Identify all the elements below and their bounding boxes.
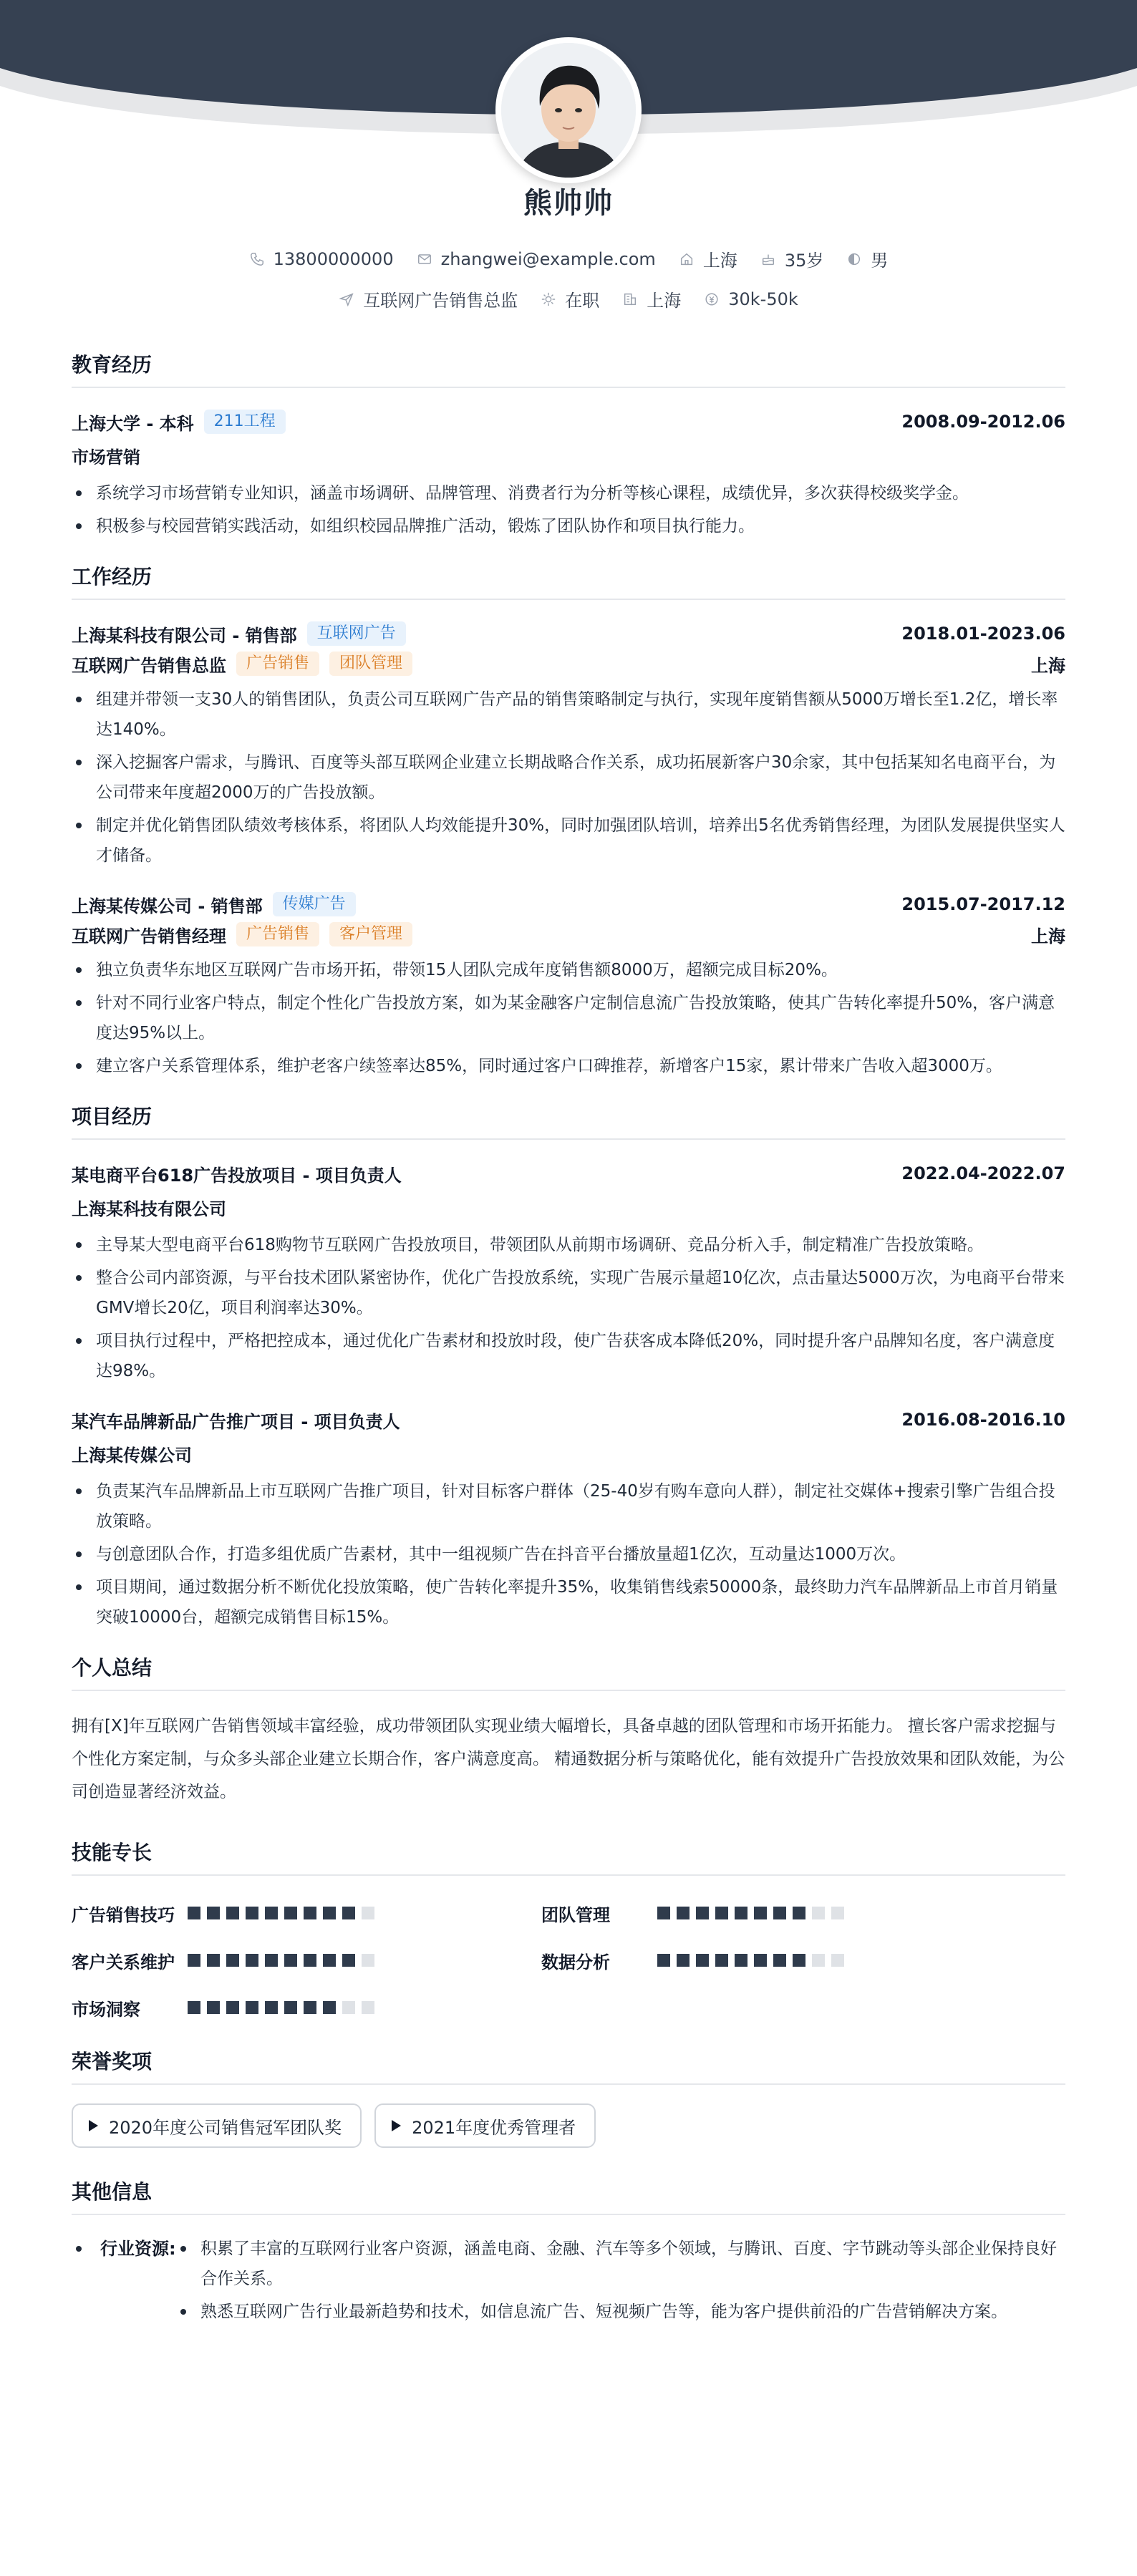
skill-block-filled xyxy=(304,1907,316,1919)
skill-name: 广告销售技巧 xyxy=(72,1904,175,1925)
skill-block-empty xyxy=(812,1954,825,1967)
send-icon xyxy=(339,291,354,307)
list-item: 建立客户关系管理体系，维护老客户续签率达85%，同时通过客户口碑推荐，新增客户15家，累计带来广告收入超3000万。 xyxy=(72,1051,1065,1081)
list-item: 制定并优化销售团队绩效考核体系，将团队人均效能提升30%，同时加强团队培训，培养出5名优秀销售经理，为团队发展提供坚实人才储备。 xyxy=(72,810,1065,871)
skill-block-filled xyxy=(207,2001,220,2014)
list-item: 负责某汽车品牌新品上市互联网广告推广项目，针对目标客户群体（25-40岁有购车意向人群），制定社交媒体+搜索引擎广告组合投放策略。 xyxy=(72,1476,1065,1536)
skill-block-empty xyxy=(342,2001,355,2014)
role-title: 互联网广告销售经理 xyxy=(72,926,226,946)
skill-block-filled xyxy=(226,2001,239,2014)
play-icon xyxy=(390,2119,402,2132)
award-label: 2020年度公司销售冠军团队奖 xyxy=(109,2117,342,2138)
skill-block-filled xyxy=(265,2001,278,2014)
skill-block-filled xyxy=(284,2001,297,2014)
skill-block-filled xyxy=(304,1954,316,1967)
skill-level-bar xyxy=(188,1907,381,1919)
award-label: 2021年度优秀管理者 xyxy=(412,2117,576,2138)
skill-block-empty xyxy=(362,2001,374,2014)
gender-icon xyxy=(846,251,862,267)
skill-block-filled xyxy=(735,1907,747,1919)
skill-level-bar xyxy=(188,1954,381,1967)
role-title: 互联网广告销售总监 xyxy=(72,655,226,676)
skill-name: 团队管理 xyxy=(541,1904,610,1925)
project-entry xyxy=(72,1405,1065,1632)
skill-block-filled xyxy=(342,1907,355,1919)
education-entry xyxy=(72,407,1065,541)
skill-block-filled xyxy=(793,1907,805,1919)
skill-block-filled xyxy=(773,1907,786,1919)
skill-item xyxy=(72,1942,541,1979)
section-title-awards: 荣誉奖项 xyxy=(72,2046,1065,2085)
skill-item xyxy=(541,1942,1011,1979)
other-label-wrap xyxy=(72,2234,176,2330)
school-name: 上海大学 - 本科 xyxy=(72,413,194,434)
gender-item xyxy=(846,246,888,271)
skill-item xyxy=(72,1989,541,2026)
list-item: 整合公司内部资源，与平台技术团队紧密协作，优化广告投放系统，实现广告展示量超10亿次，点击量达5000万次，为电商平台带来GMV增长20亿，项目利润率达30%。 xyxy=(72,1263,1065,1323)
skill-block-filled xyxy=(246,1907,258,1919)
skill-block-filled xyxy=(773,1954,786,1967)
skill-block-filled xyxy=(342,1954,355,1967)
skill-block-filled xyxy=(207,1954,220,1967)
building-icon xyxy=(622,291,638,307)
role-tag: 团队管理 xyxy=(329,652,412,676)
school-tag: 211工程 xyxy=(204,410,286,434)
section-title-projects: 项目经历 xyxy=(72,1101,1065,1140)
work-entry xyxy=(72,889,1065,1081)
project-title: 某汽车品牌新品广告推广项目 - 项目负责人 xyxy=(72,1411,400,1432)
resume-content xyxy=(72,349,1065,2330)
skill-block-filled xyxy=(696,1907,709,1919)
skill-block-filled xyxy=(696,1954,709,1967)
skill-block-filled xyxy=(284,1954,297,1967)
role-tag: 客户管理 xyxy=(329,922,412,946)
major: 市场营销 xyxy=(72,447,140,468)
company-name: 上海某科技有限公司 - 销售部 xyxy=(72,625,297,646)
skill-block-filled xyxy=(265,1954,278,1967)
work-period: 2018.01-2023.06 xyxy=(901,624,1065,644)
skill-block-filled xyxy=(188,1907,200,1919)
skill-block-filled xyxy=(323,1954,336,1967)
skill-name: 数据分析 xyxy=(541,1952,610,1972)
money-icon xyxy=(704,291,720,307)
summary-text: 拥有[X]年互联网广告销售领域丰富经验，成功带领团队实现业绩大幅增长，具备卓越的团队管理和市场开拓能力。 擅长客户需求挖掘与个性化方案定制，与众多头部企业建立长期合作，客户满意度高。 精通数据分析与策略优化，能有效提升广告投放效果和团队效能，为公司创造显著经济效益。 xyxy=(72,1717,1065,1801)
play-icon xyxy=(87,2119,99,2132)
project-period: 2016.08-2016.10 xyxy=(901,1410,1065,1430)
salary-text: 30k-50k xyxy=(728,289,798,309)
role-tag: 广告销售 xyxy=(236,652,319,676)
cake-icon xyxy=(760,251,776,267)
work-entry xyxy=(72,619,1065,871)
company-tag: 互联网广告 xyxy=(307,621,406,646)
section-title-summary: 个人总结 xyxy=(72,1652,1065,1691)
skill-block-filled xyxy=(754,1907,767,1919)
skill-block-empty xyxy=(831,1907,844,1919)
skill-block-filled xyxy=(304,2001,316,2014)
job-intent-row xyxy=(0,286,1137,311)
skill-block-filled xyxy=(246,1954,258,1967)
list-item: 组建并带领一支30人的销售团队，负责公司互联网广告产品的销售策略制定与执行，实现年度销售额从5000万增长至1.2亿，增长率达140%。 xyxy=(72,684,1065,745)
skill-block-filled xyxy=(657,1954,670,1967)
skill-name: 市场洞察 xyxy=(72,1999,140,2020)
work-location: 上海 xyxy=(1031,926,1065,946)
section-title-education: 教育经历 xyxy=(72,349,1065,388)
skill-item xyxy=(541,1894,1011,1932)
work-period: 2015.07-2017.12 xyxy=(901,894,1065,914)
skill-level-bar xyxy=(657,1954,851,1967)
project-entry xyxy=(72,1158,1065,1386)
skill-block-filled xyxy=(754,1954,767,1967)
phone-text: 13800000000 xyxy=(273,248,394,269)
skill-name: 客户关系维护 xyxy=(72,1952,175,1972)
status-item xyxy=(541,286,599,311)
project-period: 2022.04-2022.07 xyxy=(901,1163,1065,1183)
project-title: 某电商平台618广告投放项目 - 项目负责人 xyxy=(72,1165,402,1186)
candidate-name: 熊帅帅 xyxy=(523,187,614,220)
skills-grid xyxy=(72,1894,1065,2026)
position-text: 互联网广告销售总监 xyxy=(363,291,518,311)
skill-block-filled xyxy=(265,1907,278,1919)
skill-block-empty xyxy=(362,1907,374,1919)
email-text: zhangwei@example.com xyxy=(440,248,656,269)
project-org: 上海某传媒公司 xyxy=(72,1446,192,1466)
skill-level-bar xyxy=(657,1907,851,1919)
skill-block-filled xyxy=(323,2001,336,2014)
section-title-work: 工作经历 xyxy=(72,561,1065,600)
project-org: 上海某科技有限公司 xyxy=(72,1199,226,1219)
award-chip xyxy=(374,2103,596,2148)
mail-icon xyxy=(417,251,432,267)
other-info xyxy=(72,2234,1065,2330)
skill-level-bar xyxy=(188,2001,381,2014)
company-tag: 传媒广告 xyxy=(273,892,356,916)
section-title-other: 其他信息 xyxy=(72,2176,1065,2215)
skill-block-filled xyxy=(246,2001,258,2014)
status-icon xyxy=(541,291,556,307)
skill-block-filled xyxy=(226,1954,239,1967)
target-city-text: 上海 xyxy=(647,291,682,311)
skill-block-filled xyxy=(188,2001,200,2014)
age-text: 35岁 xyxy=(784,251,824,271)
list-item: 系统学习市场营销专业知识，涵盖市场调研、品牌管理、消费者行为分析等核心课程，成绩优异，多次获得校级奖学金。 xyxy=(72,478,1065,508)
target-city-item xyxy=(622,286,681,311)
skill-block-filled xyxy=(207,1907,220,1919)
list-item: 项目期间，通过数据分析不断优化投放策略，使广告转化率提升35%，收集销售线索50000条，最终助力汽车品牌新品上市首月销量突破10000台，超额完成销售目标15%。 xyxy=(72,1572,1065,1632)
position-item xyxy=(339,286,518,311)
role-tag: 广告销售 xyxy=(236,922,319,946)
list-item: 熟悉互联网广告行业最新趋势和技术，如信息流广告、短视频广告等，能为客户提供前沿的广告营销解决方案。 xyxy=(176,2297,1065,2327)
section-title-skills: 技能专长 xyxy=(72,1837,1065,1876)
skill-block-filled xyxy=(677,1954,690,1967)
skill-block-empty xyxy=(362,1954,374,1967)
list-item: 深入挖掘客户需求，与腾讯、百度等头部互联网企业建立长期战略合作关系，成功拓展新客户30余家，其中包括某知名电商平台，为公司带来年度超2000万的广告投放额。 xyxy=(72,747,1065,808)
bullet-dot xyxy=(76,2246,82,2252)
salary-item xyxy=(704,289,798,309)
email-item xyxy=(417,249,656,269)
skill-block-filled xyxy=(657,1907,670,1919)
skill-block-empty xyxy=(831,1954,844,1967)
skill-block-filled xyxy=(715,1907,728,1919)
home-icon xyxy=(679,251,695,267)
avatar xyxy=(495,37,642,183)
skill-block-filled xyxy=(284,1907,297,1919)
phone-icon xyxy=(249,251,265,267)
list-item: 针对不同行业客户特点，制定个性化广告投放方案，如为某金融客户定制信息流广告投放策略，使其广告转化率提升50%，客户满意度达95%以上。 xyxy=(72,988,1065,1048)
list-item: 积极参与校园营销实践活动，如组织校园品牌推广活动，锻炼了团队协作和项目执行能力。 xyxy=(72,511,1065,541)
phone-item xyxy=(249,249,394,269)
skill-block-filled xyxy=(323,1907,336,1919)
list-item: 项目执行过程中，严格把控成本，通过优化广告素材和投放时段，使广告获客成本降低20%，同时提升客户品牌知名度，客户满意度达98%。 xyxy=(72,1326,1065,1386)
skill-block-filled xyxy=(188,1954,200,1967)
skill-block-filled xyxy=(715,1954,728,1967)
contact-row xyxy=(0,246,1137,271)
gender-text: 男 xyxy=(871,251,889,271)
awards-list xyxy=(72,2103,1065,2148)
award-chip xyxy=(72,2103,362,2148)
other-label: 行业资源: xyxy=(100,2239,176,2259)
skill-block-filled xyxy=(677,1907,690,1919)
company-name: 上海某传媒公司 - 销售部 xyxy=(72,896,263,916)
skill-item xyxy=(72,1894,541,1932)
skill-block-filled xyxy=(735,1954,747,1967)
work-location: 上海 xyxy=(1031,655,1065,676)
education-period: 2008.09-2012.06 xyxy=(901,412,1065,432)
list-item: 与创意团队合作，打造多组优质广告素材，其中一组视频广告在抖音平台播放量超1亿次，互动量达1000万次。 xyxy=(72,1539,1065,1569)
avatar-photo xyxy=(501,43,636,178)
skill-block-empty xyxy=(812,1907,825,1919)
city-text: 上海 xyxy=(702,251,737,271)
skill-block-filled xyxy=(793,1954,805,1967)
age-item xyxy=(760,246,824,271)
list-item: 主导某大型电商平台618购物节互联网广告投放项目，带领团队从前期市场调研、竞品分析入手，制定精准广告投放策略。 xyxy=(72,1230,1065,1260)
skill-block-filled xyxy=(226,1907,239,1919)
city-item xyxy=(679,246,737,271)
list-item: 独立负责华东地区互联网广告市场开拓，带领15人团队完成年度销售额8000万，超额完成目标20%。 xyxy=(72,955,1065,985)
list-item: 积累了丰富的互联网行业客户资源，涵盖电商、金融、汽车等多个领域，与腾讯、百度、字节跳动等头部企业保持良好合作关系。 xyxy=(176,2234,1065,2294)
status-text: 在职 xyxy=(565,291,600,311)
